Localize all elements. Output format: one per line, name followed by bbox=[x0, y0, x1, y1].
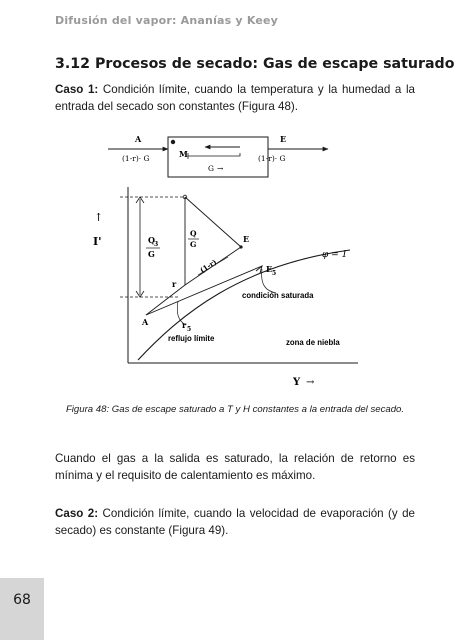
label-A-chart: A bbox=[142, 317, 149, 327]
flow-bottom: G bbox=[208, 164, 214, 173]
frac-mid-num: Q bbox=[190, 229, 197, 238]
paragraph-case-1 bbox=[55, 81, 415, 115]
frac-mid-den: G bbox=[190, 240, 197, 249]
page-number: 68 bbox=[13, 592, 31, 608]
case-1-label: Caso 1: bbox=[55, 83, 99, 96]
page-number-tab bbox=[0, 578, 44, 640]
label-E5-sub: 5 bbox=[272, 270, 277, 277]
label-E-top: E bbox=[280, 134, 287, 144]
phi-label: φ = 1 bbox=[322, 250, 348, 260]
case-1-text: Condición límite, cuando la temperatura y la humedad a la entrada del secado son constantes (Figura 48). bbox=[55, 83, 415, 113]
label-E-chart: E bbox=[243, 234, 250, 244]
y-axis-label: I' bbox=[93, 235, 102, 248]
flow-left: (1-r)· G bbox=[122, 154, 150, 163]
dryer-schematic bbox=[108, 134, 328, 177]
case-2-label: Caso 2: bbox=[55, 507, 99, 520]
running-head: Difusión del vapor: Ananías y Keey bbox=[55, 14, 279, 27]
label-A-top: A bbox=[135, 134, 142, 144]
x-axis-label: Y bbox=[293, 377, 301, 388]
section-title: 3.12 Procesos de secado: Gas de escape saturado bbox=[55, 56, 455, 72]
annotation-saturada: condición saturada bbox=[242, 291, 314, 300]
label-r: r bbox=[172, 279, 177, 289]
figure-48 bbox=[90, 125, 390, 400]
label-1-minus-r: (1-r) bbox=[198, 257, 219, 275]
label-r5: r bbox=[182, 320, 187, 330]
flow-right: (1-r)· G bbox=[258, 154, 286, 163]
annotation-niebla: zona de niebla bbox=[286, 338, 340, 347]
frac-left-sub: 3 bbox=[154, 241, 159, 248]
figure-caption: Figura 48: Gas de escape saturado a T y H constantes a la entrada del secado. bbox=[65, 404, 405, 415]
label-M: M bbox=[179, 149, 188, 159]
x-axis-arrow: → bbox=[306, 377, 315, 388]
label-r5-sub: 5 bbox=[187, 326, 192, 333]
dot-marker bbox=[171, 140, 175, 144]
label-E5: E bbox=[266, 264, 273, 274]
frac-left-den: G bbox=[148, 249, 155, 259]
annotation-reflujo: reflujo límite bbox=[168, 334, 215, 343]
iy-chart bbox=[93, 187, 358, 388]
flow-bottom-arrow: → bbox=[217, 164, 224, 173]
case-2-text: Condición límite, cuando la velocidad de evaporación (y de secado) es constante (Figura 49). bbox=[55, 507, 415, 537]
y-axis-arrow: ↑ bbox=[94, 211, 104, 224]
paragraph-case-2 bbox=[55, 505, 415, 539]
paragraph-conclusion: Cuando el gas a la salida es saturado, la relación de retorno es mínima y el requisito de calentamiento es máximo. bbox=[55, 452, 415, 482]
frac-left-num: Q bbox=[148, 235, 155, 245]
